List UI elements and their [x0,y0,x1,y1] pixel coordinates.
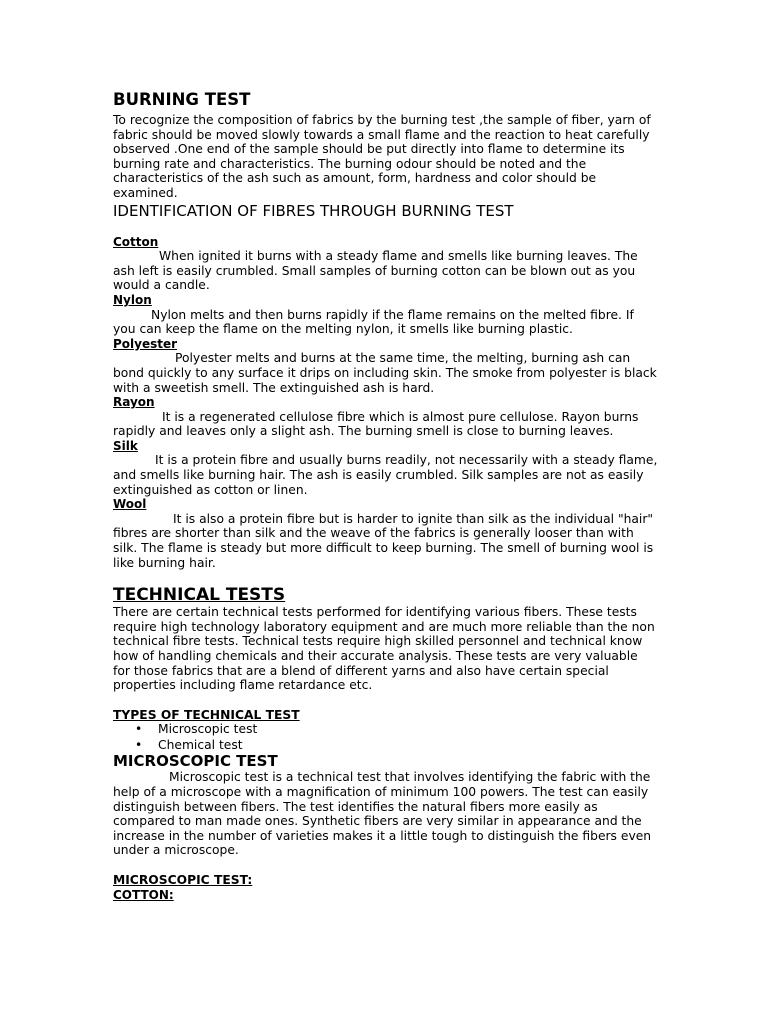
types-of-technical-test-heading: TYPES OF TECHNICAL TEST [113,707,300,722]
microscopic-test-text: Microscopic test is a technical test that involves identifying the fabric with the help of a microscope with a magnification of minimum 100 powers. The test can easily distinguish between fibers. The test identifies the natural fibers more easily as compared to man made ones. Synthetic fibers are very similar in appearance and the increase in the number of varieties makes it a little tough to distinguish the fibers even under a microscope. [113,770,652,858]
fibre-description-wool: It is also a protein fibre but is harder to ignite than silk as the individual "hair" fibres are shorter than silk and the weave of the fabrics is generally looser than with silk. The flame is steady but more difficult to keep burning. The smell of burning wool is like burning hair. [113,511,654,570]
fibre-name-polyester: Polyester [113,336,178,351]
fibre-rayon [113,395,658,439]
burning-test-intro: To recognize the composition of fabrics by the burning test ,the sample of fiber, yarn of fabric should be moved slowly towards a small flame and the reaction to heat carefully observed .One end of the sample should be put directly into flame to determine its burning rate and characteristics. The burning odour should be noted and the characteristics of the ash such as amount, form, hardness and color should be examined. [113,113,651,200]
fibre-name-wool: Wool [113,497,147,512]
fibre-description-nylon: Nylon melts and then burns rapidly if the flame remains on the melted fibre. If you can keep the flame on the melting nylon, it smells like burning plastic. [113,307,634,337]
fibre-name-cotton: Cotton [113,234,159,249]
fibre-polyester [113,337,658,395]
microscopic-test-subheading: MICROSCOPIC TEST: [113,872,253,887]
fibre-name-rayon: Rayon [113,395,155,410]
microscopic-test-heading: MICROSCOPIC TEST [113,752,278,771]
fibre-wool [113,497,658,570]
technical-test-types-list [113,722,658,753]
fibre-description-polyester: Polyester melts and burns at the same time, the melting, burning ash can bond quickly to any surface it drips on including skin. The smoke from polyester is black with a sweetish smell. The extinguished ash is hard. [113,351,657,395]
fibre-cotton [113,235,658,293]
fibre-description-silk: It is a protein fibre and usually burns readily, not necessarily with a steady flame, and smells like burning hair. The ash is easily crumbled. Silk samples are not as easily extinguished as cotton or linen. [113,453,658,497]
document-content [113,90,658,902]
technical-tests-intro: There are certain technical tests performed for identifying various fibers. These tests require high technology laboratory equipment and are much more reliable than the non technical fibre tests. Technical tests require high skilled personnel and technical know how of handling chemicals and their accurate analysis. These tests are very valuable for those fabrics that are a blend of different yarns and also have certain special properties including flame retardance etc. [113,605,655,693]
burning-test-heading: BURNING TEST [113,90,251,109]
fibre-name-silk: Silk [113,438,138,453]
fibre-silk [113,439,658,497]
fibre-description-rayon: It is a regenerated cellulose fibre which is almost pure cellulose. Rayon burns rapidly and leaves only a slight ash. The burning smell is close to burning leaves. [113,409,639,439]
list-item: • Microscopic test [113,722,658,738]
technical-tests-heading: TECHNICAL TESTS [113,585,286,606]
microscopic-cotton-heading: COTTON: [113,887,174,902]
fibre-description-cotton: When ignited it burns with a steady flame and smells like burning leaves. The ash left is easily crumbled. Small samples of burning cotton can be blown out as you would a candle. [113,249,638,293]
fibre-name-nylon: Nylon [113,292,152,307]
identification-heading: IDENTIFICATION OF FIBRES THROUGH BURNING TEST [113,201,514,220]
list-item: • Chemical test [113,738,658,754]
fibre-nylon [113,293,658,337]
